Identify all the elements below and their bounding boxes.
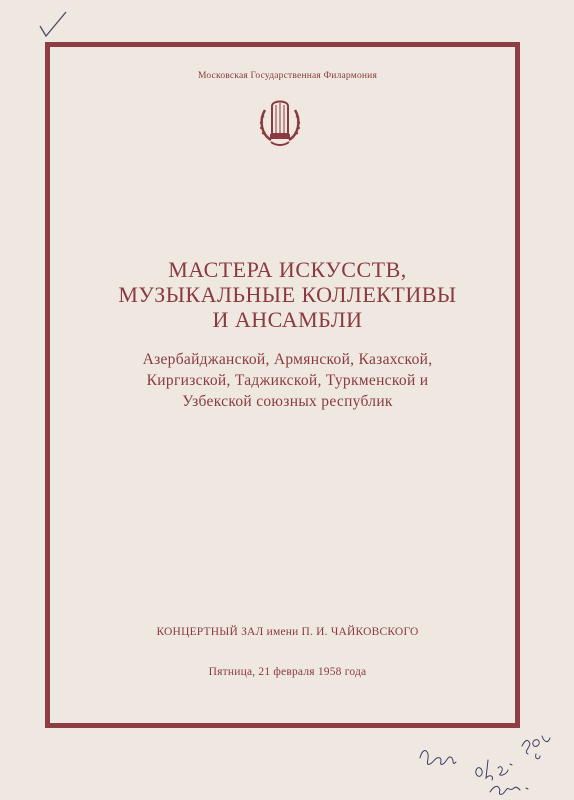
venue-name: КОНЦЕРТНЫЙ ЗАЛ имени П. И. ЧАЙКОВСКОГО: [156, 626, 419, 638]
title-line-2: МУЗЫКАЛЬНЫЕ КОЛЛЕКТИВЫ: [118, 282, 457, 307]
program-title: [45, 257, 530, 332]
title-line-1: МАСТЕРА ИСКУССТВ,: [168, 257, 407, 282]
subtitle-line-3: Узбекской союзных республик: [182, 393, 393, 410]
concert-date: Пятница, 21 февраля 1958 года: [208, 666, 367, 678]
checkmark-icon: [38, 10, 68, 38]
subtitle-line-1: Азербайджанской, Армянской, Казахской,: [142, 351, 433, 368]
lyre-emblem-icon: [257, 96, 303, 148]
program-subtitle: [45, 349, 530, 412]
title-line-3: И АНСАМБЛИ: [212, 307, 363, 332]
handwritten-note: [410, 718, 560, 798]
organization-name: Московская Государственная Филармония: [197, 71, 378, 81]
subtitle-line-2: Киргизской, Таджикской, Туркменской и: [146, 372, 429, 389]
